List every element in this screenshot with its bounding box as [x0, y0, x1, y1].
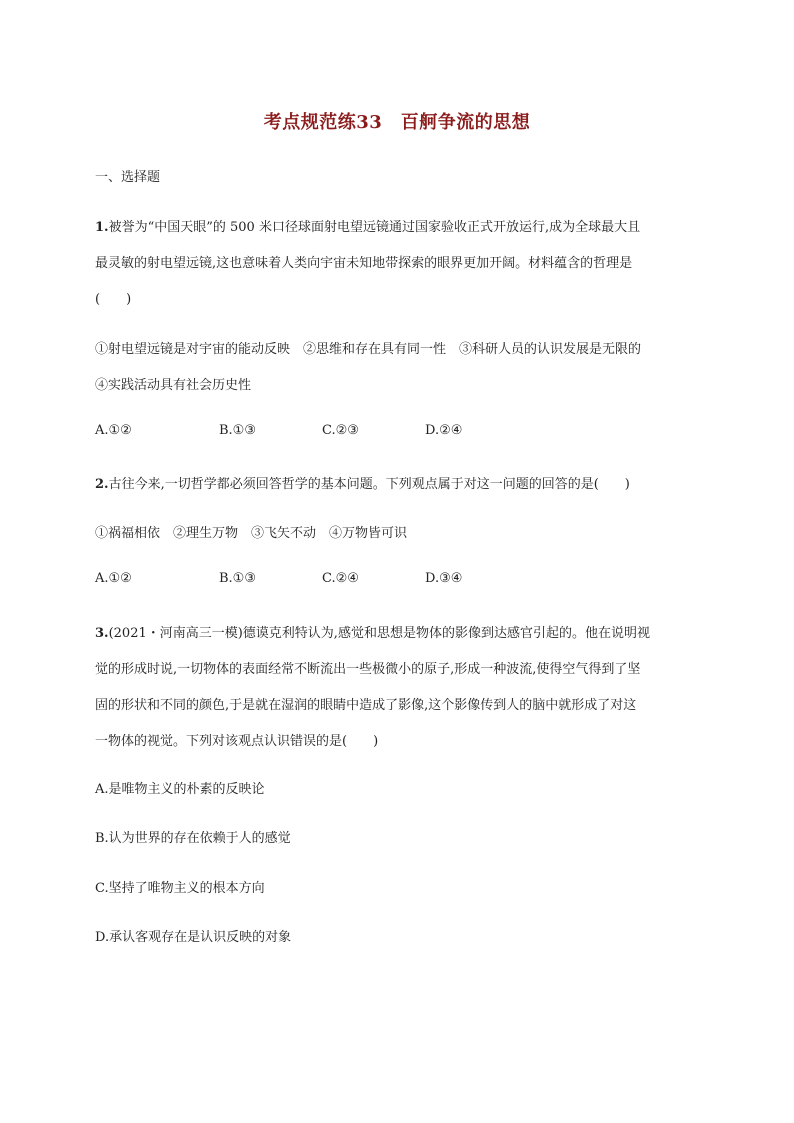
q3-number: 3.	[95, 626, 109, 641]
q1-choices	[95, 423, 615, 443]
q3-option-c[interactable]: C.坚持了唯物主义的根本方向	[95, 881, 265, 896]
q3-line-2: 觉的形成时说,一切物体的表面经常不断流出一些极微小的原子,形成一种波流,使得空气得到了坚	[95, 662, 641, 677]
section-heading: 一、选择题	[95, 170, 161, 185]
page-title: 考点规范练33 百舸争流的思想	[263, 112, 531, 133]
q3-option-a[interactable]: A.是唯物主义的朴素的反映论	[95, 782, 265, 797]
q2-choice-c[interactable]: C.②④	[322, 571, 359, 586]
q1-choice-a[interactable]: A.①②	[95, 423, 132, 438]
q3-option-d[interactable]: D.承认客观存在是认识反映的对象	[95, 930, 292, 945]
q1-statements-2: ④实践活动具有社会历史性	[95, 378, 252, 393]
q3-line-4: 一物体的视觉。下列对该观点认识错误的是( )	[95, 734, 379, 749]
q2-choices	[95, 571, 615, 591]
q2-choice-a[interactable]: A.①②	[95, 571, 132, 586]
q2-number: 2.	[95, 477, 109, 492]
q3-line-3: 固的形状和不同的颜色,于是就在湿润的眼睛中造成了影像,这个影像传到人的脑中就形成了对这	[95, 698, 637, 713]
q3-text-1: (2021・河南高三一模)德谟克利特认为,感觉和思想是物体的影像到达感官引起的。他在说明视	[108, 626, 650, 641]
q1-text-1: 被誉为“中国天眼”的 500 米口径球面射电望远镜通过国家验收正式开放运行,成为全球最大且	[108, 220, 641, 235]
q1-statements-1: ①射电望远镜是对宇宙的能动反映 ②思维和存在具有同一性 ③科研人员的认识发展是无限的	[95, 342, 642, 357]
q3-option-b[interactable]: B.认为世界的存在依赖于人的感觉	[95, 831, 291, 846]
q2-choice-d[interactable]: D.③④	[425, 571, 463, 586]
q2-statements: ①祸福相依 ②理生万物 ③飞矢不动 ④万物皆可识	[95, 526, 408, 541]
q1-choice-b[interactable]: B.①③	[219, 423, 256, 438]
q1-line-1	[95, 216, 640, 235]
q1-choice-d[interactable]: D.②④	[425, 423, 463, 438]
q1-line-2: 最灵敏的射电望远镜,这也意味着人类向宇宙未知地带探索的眼界更加开阔。材料蕴含的哲理是	[95, 256, 633, 271]
q1-line-3: ( )	[95, 292, 132, 307]
q1-number: 1.	[95, 220, 109, 235]
q2-choice-b[interactable]: B.①③	[219, 571, 256, 586]
q2-text: 古往今来,一切哲学都必须回答哲学的基本问题。下列观点属于对这一问题的回答的是( )	[108, 477, 630, 492]
q1-choice-c[interactable]: C.②③	[322, 423, 359, 438]
q3-line-1	[95, 622, 650, 641]
q2-line	[95, 473, 630, 492]
